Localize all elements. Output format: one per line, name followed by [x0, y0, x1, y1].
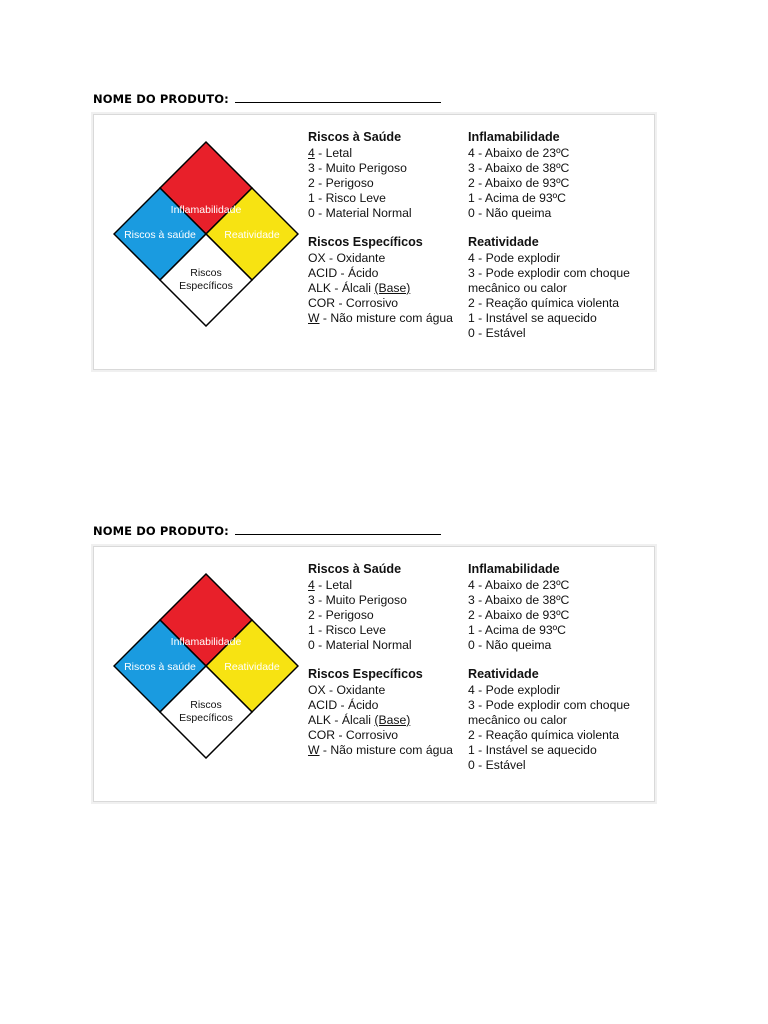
health-item: 0 - Material Normal: [308, 206, 412, 221]
reactivity-item: mecânico ou calor: [468, 712, 567, 727]
flammability-item: 2 - Abaixo de 93ºC: [468, 176, 570, 191]
reactivity-item: 0 - Estável: [468, 758, 526, 773]
specific-item: ACID - Ácido: [308, 265, 379, 280]
flammability-label: Inflamabilidade: [170, 636, 242, 648]
specific-item: ACID - Ácido: [308, 697, 379, 712]
nfpa-card: [93, 114, 655, 370]
health-label: Riscos à saúde: [124, 661, 196, 673]
health-item: 4 - Letal: [308, 146, 353, 161]
health-item: 3 - Muito Perigoso: [308, 161, 407, 176]
reactivity-item: 2 - Reação química violenta: [468, 727, 620, 742]
specific-item: ALK - Álcali (Base): [308, 712, 411, 727]
reactivity-item: 4 - Pode explodir: [468, 682, 561, 697]
reactivity-item: 4 - Pode explodir: [468, 250, 561, 265]
product-name-label: NOME DO PRODUTO:: [93, 92, 229, 106]
nfpa-diamond: [113, 139, 299, 327]
specific-label-line1: Riscos: [190, 699, 222, 711]
flammability-item: 4 - Abaixo de 23ºC: [468, 578, 570, 593]
health-title: Riscos à Saúde: [308, 130, 402, 144]
product-name-line: [93, 91, 441, 106]
flammability-item: 1 - Acima de 93ºC: [468, 191, 566, 206]
flammability-item: 3 - Abaixo de 38ºC: [468, 593, 570, 608]
specific-label-line2: Específicos: [179, 280, 233, 292]
reactivity-item: 2 - Reação química violenta: [468, 295, 620, 310]
specific-item: ALK - Álcali (Base): [308, 280, 411, 295]
specific-label-line2: Específicos: [179, 712, 233, 724]
product-name-label: NOME DO PRODUTO:: [93, 524, 229, 538]
right-column: [468, 130, 630, 341]
flammability-label: Inflamabilidade: [170, 204, 242, 216]
product-name-blank: [235, 91, 441, 103]
health-item: 1 - Risco Leve: [308, 191, 386, 206]
specific-item: OX - Oxidante: [308, 250, 386, 265]
flammability-title: Inflamabilidade: [468, 562, 560, 576]
flammability-item: 0 - Não queima: [468, 638, 552, 653]
flammability-item: 2 - Abaixo de 93ºC: [468, 608, 570, 623]
specific-item: W - Não misture com água: [308, 743, 453, 758]
specific-title: Riscos Específicos: [308, 666, 423, 681]
hazard-label-1: [0, 91, 768, 421]
product-name-blank: [235, 523, 441, 535]
reactivity-label: Reatividade: [224, 661, 280, 673]
flammability-item: 1 - Acima de 93ºC: [468, 623, 566, 638]
reactivity-item: 1 - Instável se aquecido: [468, 311, 597, 326]
specific-title: Riscos Específicos: [308, 234, 423, 249]
flammability-item: 4 - Abaixo de 23ºC: [468, 146, 570, 161]
specific-item: W - Não misture com água: [308, 311, 453, 326]
specific-label-line1: Riscos: [190, 267, 222, 279]
reactivity-item: 1 - Instável se aquecido: [468, 743, 597, 758]
specific-item: COR - Corrosivo: [308, 727, 399, 742]
health-item: 2 - Perigoso: [308, 608, 374, 623]
flammability-title: Inflamabilidade: [468, 130, 560, 144]
reactivity-title: Reatividade: [468, 666, 539, 681]
specific-item: COR - Corrosivo: [308, 295, 399, 310]
reactivity-item: 3 - Pode explodir com choque: [468, 697, 630, 712]
right-column: [468, 562, 630, 773]
product-name-line: [93, 523, 441, 538]
health-item: 1 - Risco Leve: [308, 623, 386, 638]
left-column: [308, 562, 453, 758]
reactivity-label: Reatividade: [224, 229, 280, 241]
health-title: Riscos à Saúde: [308, 562, 402, 576]
reactivity-item: mecânico ou calor: [468, 280, 567, 295]
flammability-item: 0 - Não queima: [468, 206, 552, 221]
health-item: 3 - Muito Perigoso: [308, 593, 407, 608]
health-item: 2 - Perigoso: [308, 176, 374, 191]
specific-item: OX - Oxidante: [308, 682, 386, 697]
flammability-item: 3 - Abaixo de 38ºC: [468, 161, 570, 176]
reactivity-item: 0 - Estável: [468, 326, 526, 341]
hazard-label-2: [0, 523, 768, 853]
reactivity-title: Reatividade: [468, 234, 539, 249]
left-column: [308, 130, 453, 326]
health-item: 4 - Letal: [308, 578, 353, 593]
nfpa-card: [93, 546, 655, 802]
reactivity-item: 3 - Pode explodir com choque: [468, 265, 630, 280]
health-label: Riscos à saúde: [124, 229, 196, 241]
nfpa-diamond: [113, 571, 299, 759]
health-item: 0 - Material Normal: [308, 638, 412, 653]
